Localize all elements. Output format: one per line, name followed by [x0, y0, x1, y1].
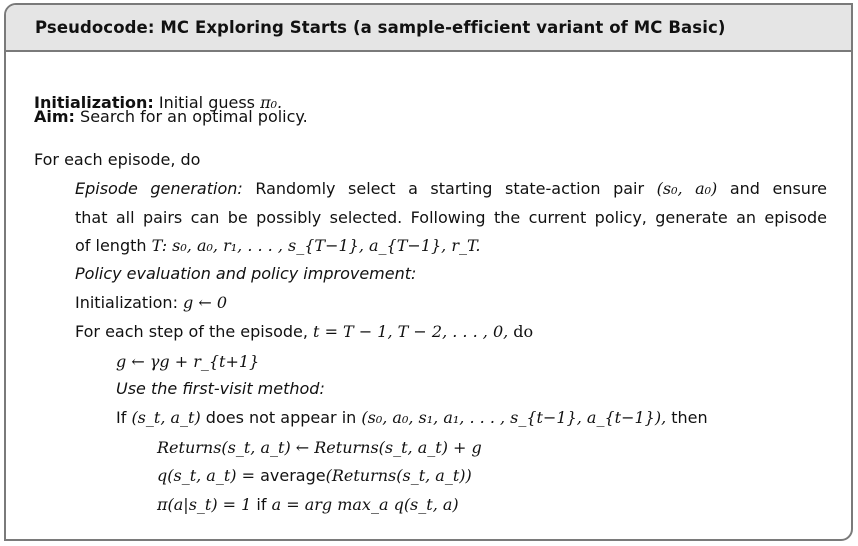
return-update-line: g ← γg + r_{t+1} [116, 352, 260, 371]
pseudocode-box [4, 3, 853, 541]
policy-update-line [157, 495, 459, 515]
average-text: average [260, 466, 326, 485]
pseudocode-title: Pseudocode: MC Exploring Starts (a sample-efficient variant of MC Basic) [35, 18, 726, 37]
step-loop-line [75, 322, 533, 342]
history-math: (s₀, a₀, s₁, a₁, . . . , s_{t−1}, a_{t−1}), [361, 408, 667, 427]
episode-length-text: of length [75, 236, 152, 255]
episode-generation-text-3: that all pairs can be possibly selected. Following the current policy, generate an episode [75, 208, 827, 227]
episode-sequence-math: T: s₀, a₀, r₁, . . . , s_{T−1}, a_{T−1}, r_T. [151, 236, 481, 255]
episode-generation-line-3 [75, 236, 480, 256]
episode-loop-line [34, 150, 200, 170]
policy-update-if: if [251, 495, 272, 514]
initialization-label: Initialization: [34, 93, 154, 112]
aim-label: Aim: [34, 107, 75, 126]
policy-evaluation-label: Policy evaluation and policy improvement: [75, 264, 417, 283]
step-loop-do: do [508, 322, 534, 341]
first-visit-label: Use the first-visit method: [116, 379, 325, 398]
current-pair-math: (s_t, a_t) [131, 408, 201, 427]
policy-update-lhs: π(a|s_t) = 1 [157, 495, 252, 514]
aim-text: Search for an optimal policy. [80, 107, 308, 126]
q-update-rhs: (Returns(s_t, a_t)) [325, 466, 472, 485]
aim-line [34, 107, 308, 127]
start-pair-math: (s₀, a₀) [656, 179, 718, 198]
pseudocode-header [6, 5, 851, 52]
episode-generation-line-1 [75, 179, 827, 199]
if-text: If [116, 408, 132, 427]
initial-policy-math: π₀. [260, 93, 283, 112]
episode-generation-label: Episode generation: [75, 179, 243, 198]
return-initialization-math: g ← 0 [183, 293, 228, 312]
initialization-text: Initial guess [158, 93, 261, 112]
episode-generation-text-2: and ensure [729, 179, 828, 198]
returns-update-line: Returns(s_t, a_t) ← Returns(s_t, a_t) + g [157, 438, 482, 457]
episode-loop-text: For each episode, do [34, 150, 201, 169]
not-appear-text: does not appear in [200, 408, 362, 427]
q-update-line [157, 466, 472, 486]
episode-generation-text-1: Randomly select a starting state-action pair [255, 179, 645, 198]
step-loop-math: t = T − 1, T − 2, . . . , 0, [313, 322, 509, 341]
q-update-lhs: q(s_t, a_t) = [157, 466, 261, 485]
return-initialization-line [75, 293, 227, 313]
return-initialization-text: Initialization: [75, 293, 184, 312]
policy-update-argmax: a = arg max_a q(s_t, a) [271, 495, 459, 514]
first-visit-condition-line [116, 408, 708, 428]
then-text: then [666, 408, 708, 427]
step-loop-text: For each step of the episode, [75, 322, 314, 341]
episode-generation-line-2 [75, 208, 827, 228]
